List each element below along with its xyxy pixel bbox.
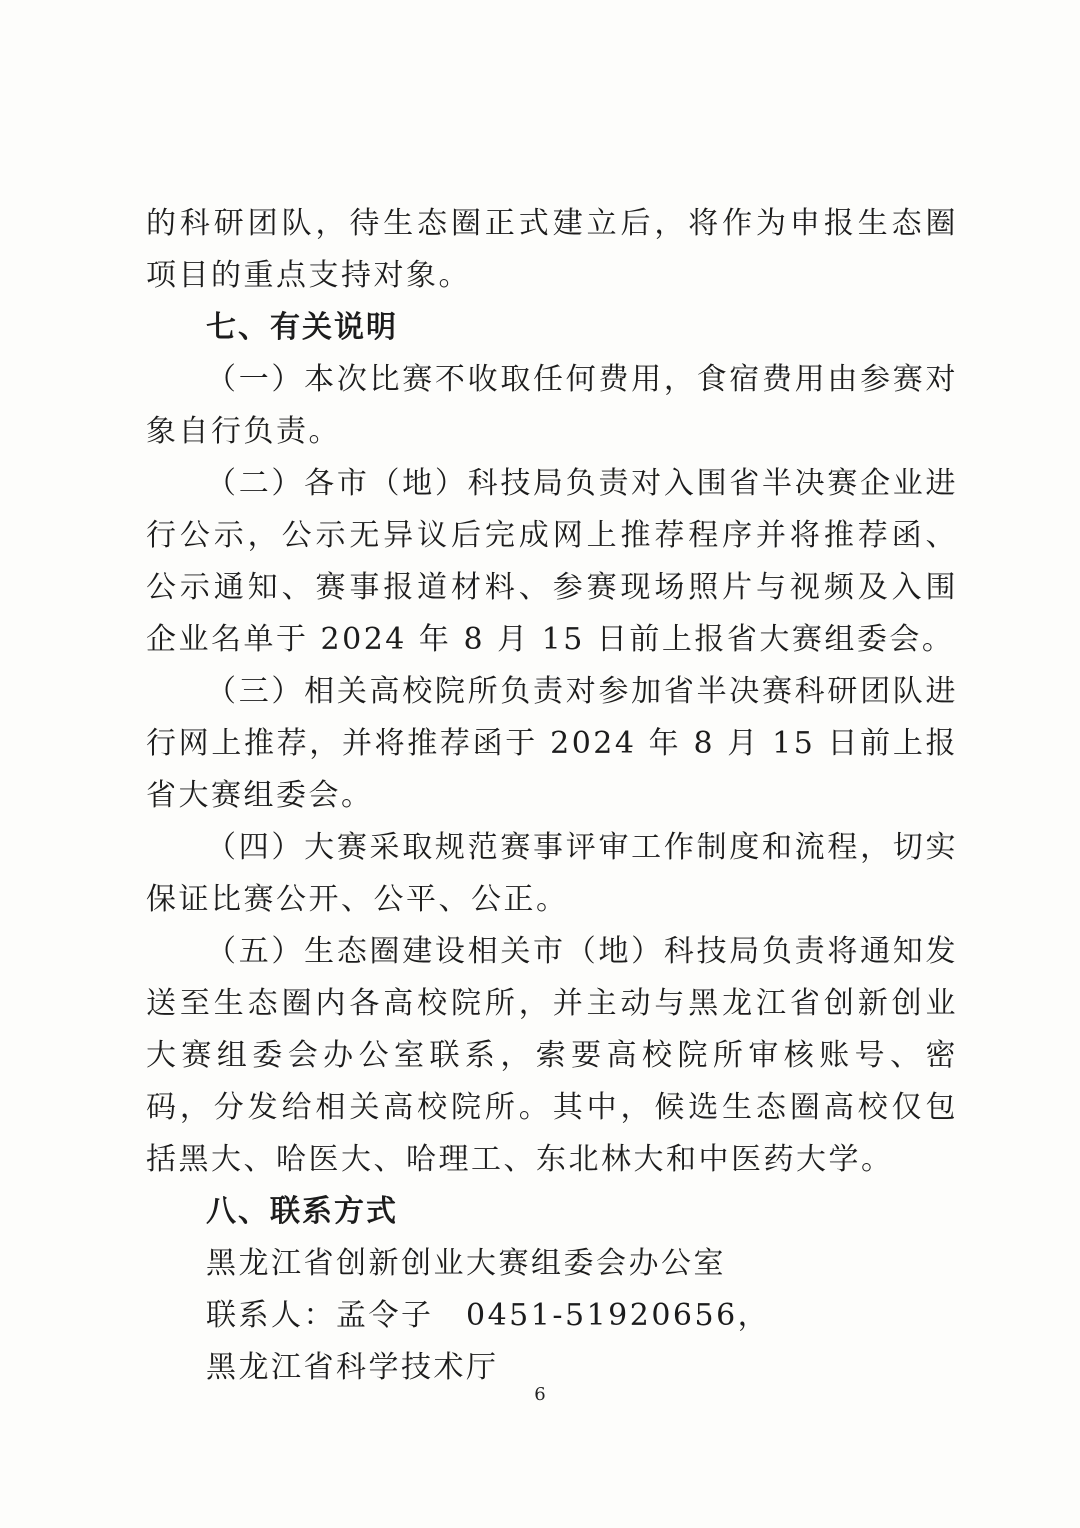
contact-organization: 黑龙江省创新创业大赛组委会办公室 [206,1246,726,1281]
page-number: 6 [534,1384,546,1405]
contact-person: 联系人：孟令子 0451-51920656， [206,1298,771,1333]
paragraph-note-1: （一）本次比赛不收取任何费用，食宿费用由参赛对象自行负责。 [146,362,958,449]
paragraph-note-3: （三）相关高校院所负责对参加省半决赛科研团队进行网上推荐，并将推荐函于 2024 年 8 月 15 日前上报省大赛组委会。 [146,674,958,813]
section-heading-notes: 七、有关说明 [206,310,398,345]
contact-department: 黑龙江省科学技术厅 [206,1350,499,1385]
paragraph-continuation: 的科研团队，待生态圈正式建立后，将作为申报生态圈项目的重点支持对象。 [146,206,958,293]
document-body [146,198,958,1394]
paragraph-note-5: （五）生态圈建设相关市（地）科技局负责将通知发送至生态圈内各高校院所，并主动与黑龙江省创新创业大赛组委会办公室联系，索要高校院所审核账号、密码，分发给相关高校院所。其中，候选生态圈高校仅包括黑大、哈医大、哈理工、东北林大和中医药大学。 [146,934,958,1177]
paragraph-note-4: （四）大赛采取规范赛事评审工作制度和流程，切实保证比赛公开、公平、公正。 [146,830,958,917]
paragraph-note-2: （二）各市（地）科技局负责对入围省半决赛企业进行公示，公示无异议后完成网上推荐程序并将推荐函、公示通知、赛事报道材料、参赛现场照片与视频及入围企业名单于 2024 年 8 月 15 日前上报省大赛组委会。 [146,466,958,657]
section-heading-contact: 八、联系方式 [206,1194,398,1229]
